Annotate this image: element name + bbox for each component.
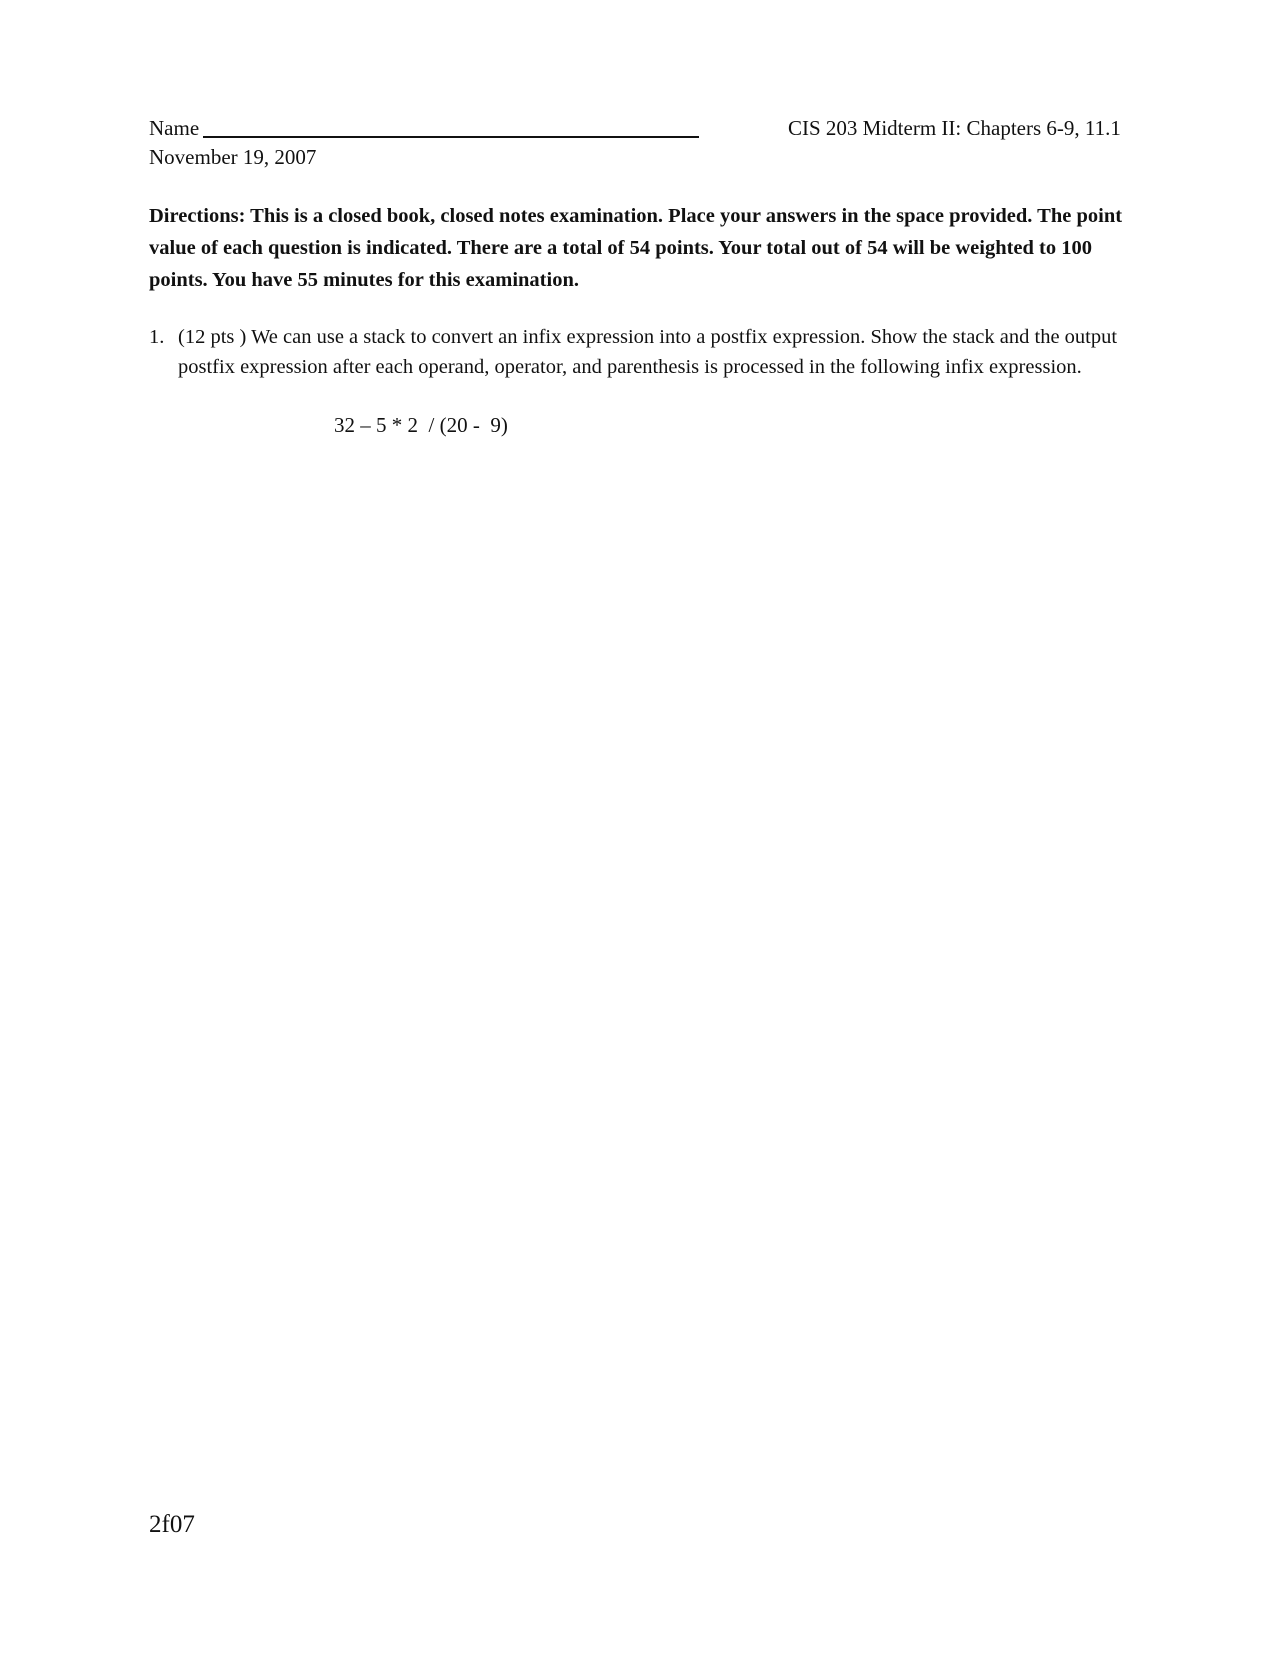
exam-directions: Directions: This is a closed book, closed notes examination. Place your answers in the space provided. The point value of each question is indicated. There are a total of 54 points. Your total out of 54 will be weighted to 100 points. You have 55 minutes for this examination. (149, 205, 1123, 291)
name-label: Name (149, 116, 200, 140)
exam-date: November 19, 2007 (149, 145, 317, 169)
exam-header (149, 113, 1121, 143)
name-blank-line (203, 136, 699, 138)
page-code: 2f07 (149, 1511, 195, 1538)
question-number: 1. (149, 326, 165, 348)
infix-expression: 32 – 5 * 2 / (20 - 9) (334, 413, 508, 437)
question-text: (12 pts ) We can use a stack to convert an infix expression into a postfix expression. Show the stack and the output postfix expression after each operand, operator, and parenthesis is processed in the following infix expression. (178, 326, 1118, 378)
course-title: CIS 203 Midterm II: Chapters 6-9, 11.1 (788, 116, 1121, 140)
